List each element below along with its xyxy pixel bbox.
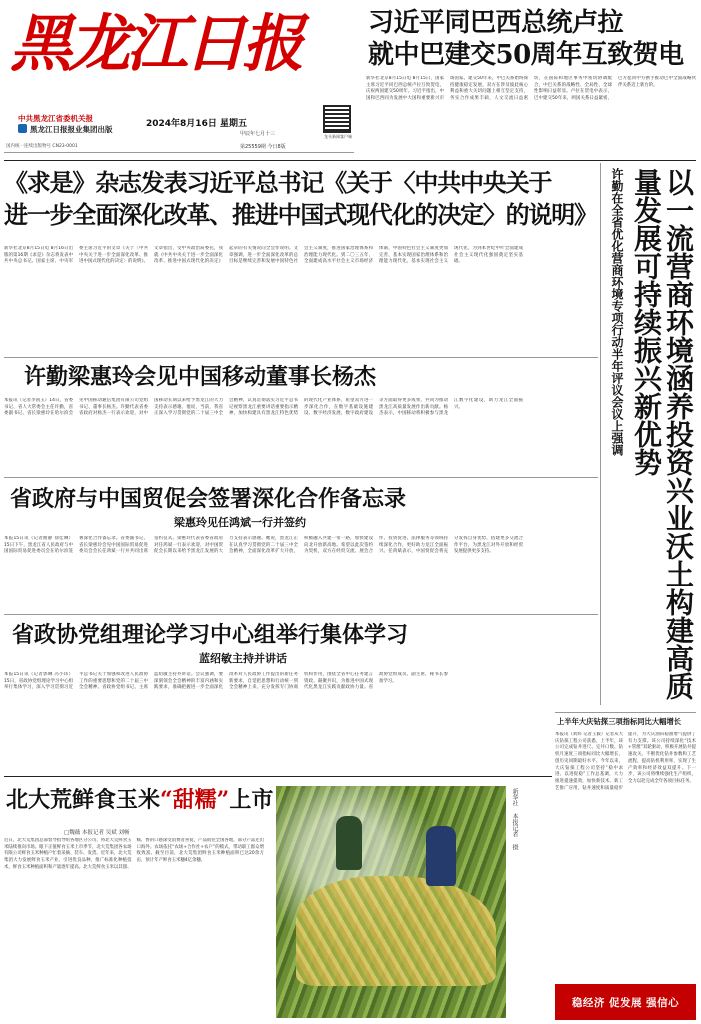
cppcc-sub: 蓝绍敏主持并讲话 bbox=[199, 652, 287, 665]
qiushi-divider bbox=[4, 357, 598, 358]
top-story-title-1: 习近平同巴西总统卢拉 bbox=[368, 8, 624, 38]
worker-figure bbox=[426, 826, 456, 886]
cppcc-article bbox=[4, 620, 596, 770]
corn-title-b: “甜糯” bbox=[160, 787, 230, 813]
masthead-publisher: 黑龙江日报报业集团出版 bbox=[30, 125, 113, 134]
corn-title-a: 北大荒鲜食玉米 bbox=[6, 788, 161, 813]
bottom-banner bbox=[555, 984, 696, 1020]
corn-byline: □魏薇 本报记者 吴斌 刘畅 bbox=[64, 830, 130, 836]
mobile-divider bbox=[4, 477, 598, 478]
vertical-story-rule bbox=[600, 163, 601, 705]
top-story bbox=[362, 6, 696, 154]
trade-sub: 梁惠玲见任鸿斌一行并签约 bbox=[174, 516, 306, 529]
corn-title bbox=[6, 786, 273, 815]
cppcc-title: 省政协党组理论学习中心组举行集体学习 bbox=[12, 622, 409, 648]
vertical-story-kicker: 许勤在全省优化营商环境专项行动半年评议会议上强调 bbox=[610, 168, 624, 456]
mobile-article bbox=[4, 362, 596, 472]
trade-article bbox=[4, 484, 596, 608]
masthead bbox=[0, 0, 355, 158]
mobile-body: 本报讯（记者李国玉）14日，省委书记、省人大常委会主任许勤，省委副书记、省长梁惠玲在哈尔滨会见中国移动通信集团有限公司党组书记、董事长杨杰。许勤代表省委省政府对杨杰一行表示欢迎，对中国移动长期以来给予黑龙江的大力支持表示感谢。他说，当前，我省正深入学习贯彻党的二十届三中全会精神，认真贯彻落实习近平总书记视察黑龙江重要讲话重要指示精神，加快构建具有黑龙江特色优势的现代化产业体系，希望双方进一步深化合作，在数字基础设施建设、数字经济发展、数字政府建设等方面取得更多成果，共同为推动黑龙江高质量发展作出新贡献。杨杰表示，中国移动将积极参与黑龙江数字化建设，助力龙江全面振兴。 bbox=[4, 398, 523, 417]
qr-code[interactable] bbox=[323, 105, 351, 133]
economy-top-divider bbox=[555, 712, 696, 713]
vertical-story-title: 以一流营商环境涵养投资兴业沃土构建高质量发展可持续振兴新优势 bbox=[630, 168, 695, 700]
masthead-issue: 第25559期 今日8版 bbox=[240, 144, 286, 150]
masthead-org: 中共黑龙江省委机关报 bbox=[18, 114, 93, 123]
masthead-divider bbox=[4, 152, 354, 153]
economy-title: 上半年大庆钻探三项指标同比大幅增长 bbox=[557, 717, 682, 726]
publisher-logo-icon bbox=[18, 124, 27, 133]
economy-body: 本报讯（刘炜 记者王毅）记者从大庆钻探工程公司获悉，上半年，该公司完成钻井进尺、完井口数、钻机月速度三项指标同比大幅增长，创历史同期最好水平。今年以来，大庆钻探工程公司坚持“稳中求进、以进促稳”工作总基调，大力推进提速提效，加快新技术、新工艺推广应用，钻井速度和质量稳步提升，为大庆油田稳油增气提供了有力支撑。该公司持续深化“技术+管理”双轮驱动，积极开展钻井提速攻关，不断优化钻井参数和工艺流程，提高钻机利用率，实现了生产效率和经济效益双提升。下一步，该公司将继续强化生产组织，全力以赴完成全年各项目标任务。 bbox=[555, 732, 696, 791]
bottom-banner-text: 稳经济 促发展 强信心 bbox=[571, 996, 680, 1009]
top-story-title-2: 就中巴建交50周年互致贺电 bbox=[368, 40, 684, 70]
masthead-issn: 国内统一连续出版物号 CN23-0001 bbox=[6, 144, 78, 149]
corn-photo-caption: 新华社 本报记者 摄 bbox=[511, 788, 518, 850]
cppcc-body: 本报15日讯（记者郭琳 冯小玮）15日，省政协党组理论学习中心组举行集体学习，深入学习贯彻习近平总书记关于加强和改进人民政协工作的重要思想和党的二十届三中全会精神。省政协党组书记、主席蓝绍敏主持并讲话。会议强调，要深刻领会全会精神的丰富内涵和实践要求，准确把握进一步全面深化改革对人民政协工作提出的新任务新要求，自觉把思想和行动统一到全会精神上来，充分发挥专门协商机构作用，围绕全省中心任务建言资政、凝聚共识，为推进中国式现代化黑龙江实践贡献政协力量。省政协党组成员、副主席，秘书长参加学习。 bbox=[4, 672, 448, 691]
top-story-body: 新华社北京8月15日电 8月15日，国家主席习近平同巴西总统卢拉互致贺电，庆祝两国建交50周年。习近平指出，中国和巴西同为发展中大国和重要新兴市场国家。建交50年来，中巴关系始终保持健康稳定发展，双方在涉及彼此核心利益和重大关切问题上相互坚定支持，务实合作成果丰硕，人文交流日益密切，在国际和地区事务中密切协调配合，中巴关系的战略性、全局性、全球性影响日益彰显。卢拉在贺电中表示，巴中建交50年来，两国关系日益紧密，巴方愿同中方携手推动巴中全面战略伙伴关系迈上新台阶。 bbox=[366, 76, 696, 102]
corn-photo bbox=[276, 786, 506, 1018]
qiushi-title-1: 《求是》杂志发表习近平总书记《关于〈中共中央关于 bbox=[4, 168, 552, 197]
corn-body: 近日，北大荒集团总部督导指导组各地区分公司，将北大荒鲜食玉米陆续推向市场。眼下正值鲜食玉米上市季节，北大荒集团各农场有限公司鲜食玉米种植户忙着采摘、装车、发货。近年来，北大荒集团大力发展鲜食玉米产业，引进优良品种，推广标准化种植技术，鲜食玉米种植面积和产量逐年提高。北大荒鲜食玉米以其甜、糯、香的口感深受消费者喜爱，产品销往全国各地，部分产品还出口海外。农场依托“农场+合作社+农户”的模式，带动职工群众增收致富。截至目前，北大荒集团鲜食玉米种植面积已达20余万亩，预计年产鲜食玉米穗4亿余穗。 bbox=[4, 838, 264, 870]
masthead-lunar: 甲辰年七月十三 bbox=[240, 131, 276, 137]
qiushi-title-2: 进一步全面深化改革、推进中国式现代化的决定〉的说明》 bbox=[4, 200, 597, 229]
trade-divider bbox=[4, 614, 598, 615]
trade-title: 省政府与中国贸促会签署深化合作备忘录 bbox=[10, 486, 407, 512]
masthead-title: 黑龙江日报 bbox=[10, 7, 301, 80]
qr-caption: 龙头新闻客户端 bbox=[324, 134, 352, 139]
qiushi-body: 新华社北京8月15日电 8月16日出版的第16期《求是》杂志将发表中共中央总书记、国家主席、中央军委主席习近平的文章《关于〈中共中央关于进一步全面深化改革、推进中国式现代化的决定〉的说明》。文章指出，受中央政治局委托，我就《中共中央关于进一步全面深化改革、推进中国式现代化的决定》起草的有关情况向全会作说明。文章强调，进一步全面深化改革的总目标是继续完善和发展中国特色社会主义制度，推进国家治理体系和治理能力现代化。到二〇三五年，全面建成高水平社会主义市场经济体制，中国特色社会主义制度更加完善，基本实现国家治理体系和治理能力现代化，基本实现社会主义现代化，为到本世纪中叶全面建成社会主义现代化强国奠定坚实基础。 bbox=[4, 246, 523, 265]
economy-article-box bbox=[555, 716, 696, 978]
worker-figure bbox=[336, 816, 362, 870]
corn-top-divider bbox=[4, 776, 552, 777]
corn-title-c: 上市 bbox=[229, 788, 274, 813]
top-divider bbox=[4, 160, 696, 161]
trade-body: 本报15日讯（记者曲静 徐佳琳）15日下午，黑龙江省人民政府与中国国际贸易促进委员会在哈尔滨签署深化合作备忘录。省委副书记、省长梁惠玲会见中国国际贸易促进委员会会长任鸿斌一行并共同出席签约仪式。梁惠玲代表省委省政府对任鸿斌一行表示欢迎，对中国贸促会长期以来给予黑龙江发展的大力支持表示感谢。她说，黑龙江正在认真学习贯彻党的二十届三中全会精神，全面深化改革扩大开放，积极融入共建一带一路，加快建设向北开放新高地。希望以此次签约为契机，双方在经贸交流、展会合作、投资促进、法律服务等领域持续深化合作，更好助力龙江全面振兴。任鸿斌表示，中国贸促会将充分发挥自身优势，搭建更多交流合作平台，为黑龙江对外开放和经贸发展提供更多支持。 bbox=[4, 536, 523, 555]
masthead-logo bbox=[10, 8, 340, 80]
vertical-story bbox=[604, 164, 698, 704]
corn-article bbox=[4, 780, 552, 1020]
mobile-title: 许勤梁惠玲会见中国移动董事长杨杰 bbox=[24, 364, 377, 390]
masthead-date: 2024年8月16日 星期五 bbox=[146, 119, 247, 129]
qiushi-article bbox=[4, 168, 596, 350]
corn-pile bbox=[296, 876, 496, 986]
